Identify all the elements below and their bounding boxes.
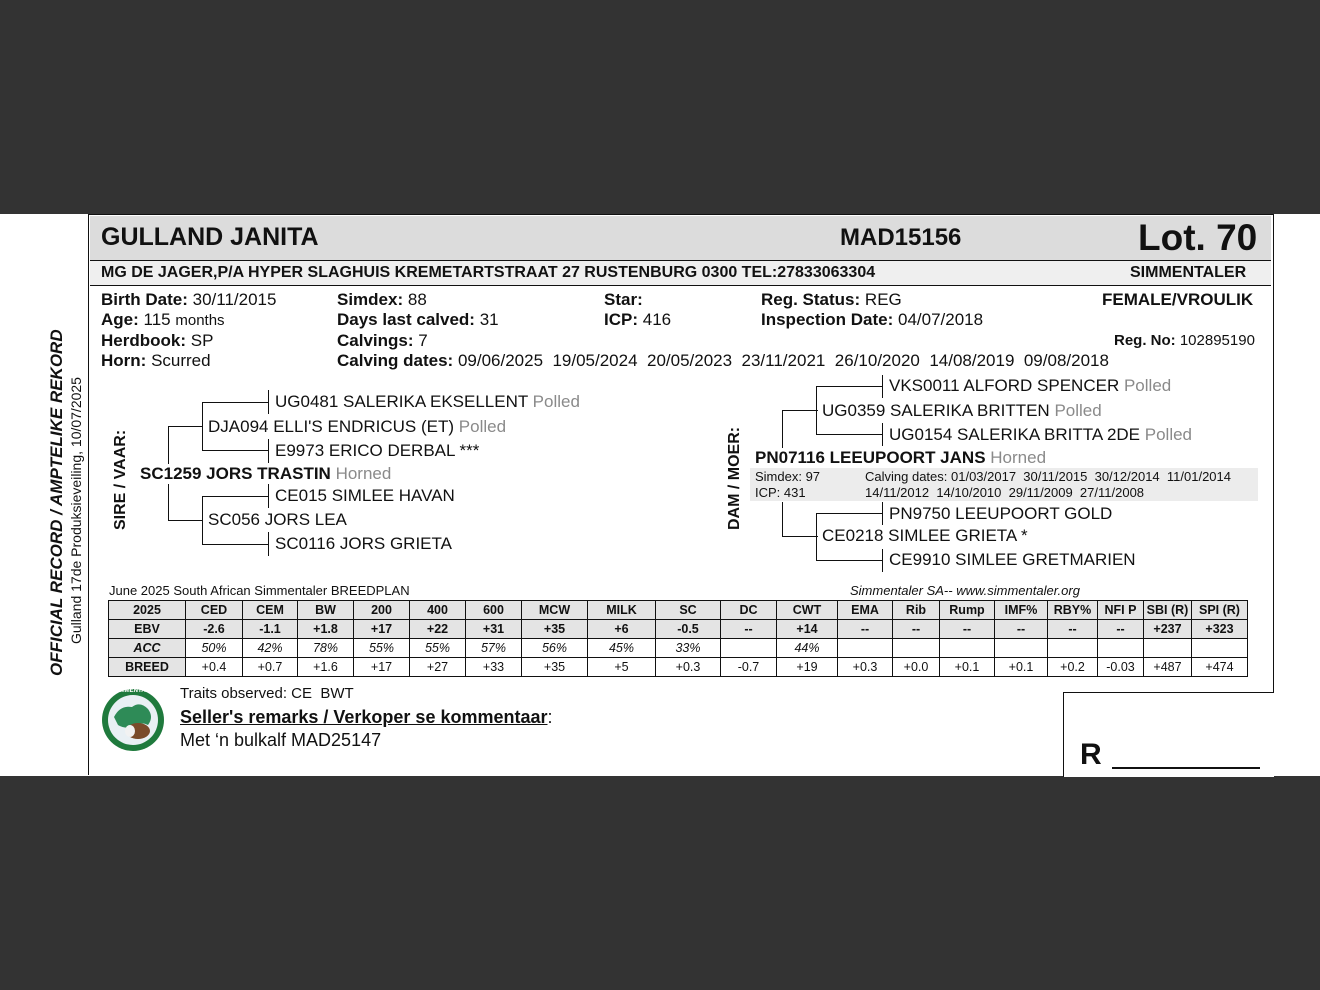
breedplan-cell: +31	[466, 620, 522, 639]
breedplan-cell: --	[838, 620, 893, 639]
simmentaler-logo	[100, 687, 166, 753]
days-last-calved: Days last calved: 31	[337, 310, 499, 329]
sire-dam-sire: CE015 SIMLEE HAVAN	[275, 486, 455, 505]
breedplan-cell: 33%	[656, 639, 721, 658]
breedplan-cell: +22	[410, 620, 466, 639]
dam-sire-dam: UG0154 SALERIKA BRITTA 2DE Polled	[889, 425, 1193, 444]
owner-address: MG DE JAGER,P/A HYPER SLAGHUIS KREMETARTSTRAAT 27 RUSTENBURG 0300 TEL:27833063304	[101, 264, 876, 281]
breedplan-cell: Rump	[940, 601, 995, 620]
breedplan-cell	[995, 639, 1048, 658]
breedplan-cell: BW	[298, 601, 354, 620]
breedplan-cell: 45%	[588, 639, 656, 658]
logo-text: SIMMENTALER	[114, 688, 158, 694]
breedplan-cell: +19	[777, 658, 838, 677]
breedplan-cell	[1098, 639, 1144, 658]
breedplan-cell: +14	[777, 620, 838, 639]
breedplan-cell: ACC	[109, 639, 186, 658]
breedplan-cell: -0.5	[656, 620, 721, 639]
breedplan-cell: +27	[410, 658, 466, 677]
traits-observed: Traits observed: CE BWT	[180, 685, 354, 702]
reg-status: Reg. Status: REG	[761, 290, 902, 309]
sire-label: SIRE / VAAR:	[112, 429, 129, 530]
dam-label: DAM / MOER:	[726, 426, 743, 530]
birth-date: Birth Date: 30/11/2015	[101, 290, 277, 309]
breedplan-cell: CWT	[777, 601, 838, 620]
breedplan-cell: -1.1	[243, 620, 298, 639]
dam-calving-dates-2: 14/11/2012 14/10/2010 29/11/2009 27/11/2008	[865, 485, 1145, 500]
breedplan-cell: +474	[1192, 658, 1248, 677]
breedplan-cell: --	[940, 620, 995, 639]
breedplan-cell: EBV	[109, 620, 186, 639]
sire-sire: DJA094 ELLI'S ENDRICUS (ET) Polled	[208, 417, 507, 436]
breedplan-cell: +237	[1144, 620, 1192, 639]
breedplan-cell: +6	[588, 620, 656, 639]
breedplan-cell	[1048, 639, 1098, 658]
breedplan-cell: -0.7	[721, 658, 777, 677]
breedplan-cell: +0.0	[893, 658, 940, 677]
calvings: Calvings: 7	[337, 331, 428, 350]
breed-name: SIMMENTALER	[1130, 264, 1247, 281]
breedplan-cell	[838, 639, 893, 658]
breedplan-row-acc	[109, 639, 1248, 658]
breedplan-cell: 200	[354, 601, 410, 620]
breedplan-cell: 55%	[410, 639, 466, 658]
breedplan-cell: 56%	[522, 639, 588, 658]
breedplan-cell	[940, 639, 995, 658]
sale-caption: Gulland 17de Produksieveiling, 10/07/2025	[68, 377, 84, 644]
breedplan-row-ebv	[109, 620, 1248, 639]
breedplan-cell: +323	[1192, 620, 1248, 639]
herdbook: Herdbook: SP	[101, 331, 214, 350]
inspection-date: Inspection Date: 04/07/2018	[761, 310, 984, 329]
reg-number: Reg. No: 102895190	[1114, 332, 1255, 349]
breedplan-cell: --	[1048, 620, 1098, 639]
breedplan-cell: --	[995, 620, 1048, 639]
breedplan-cell: 2025	[109, 601, 186, 620]
remarks-heading: Seller's remarks / Verkoper se kommentaar:	[180, 707, 553, 727]
breedplan-cell: +35	[522, 658, 588, 677]
breedplan-cell: 44%	[777, 639, 838, 658]
breedplan-cell	[721, 639, 777, 658]
breedplan-title: June 2025 South African Simmentaler BREEDPLAN	[109, 583, 410, 598]
age: Age: 115 months	[101, 310, 225, 329]
breedplan-cell: Rib	[893, 601, 940, 620]
breedplan-cell: +0.1	[940, 658, 995, 677]
sire-dam: SC056 JORS LEA	[208, 510, 347, 529]
breedplan-cell: +17	[354, 658, 410, 677]
breedplan-source: Simmentaler SA-- www.simmentaler.org	[850, 583, 1080, 598]
sire-sire-dam: UG0481 SALERIKA EKSELLENT Polled	[275, 392, 580, 411]
breedplan-cell: EMA	[838, 601, 893, 620]
horn-status: Horn: Scurred	[101, 351, 211, 370]
breedplan-cell: MILK	[588, 601, 656, 620]
breedplan-cell: +5	[588, 658, 656, 677]
animal-id: MAD15156	[840, 224, 962, 251]
breedplan-cell: CEM	[243, 601, 298, 620]
dam-dam: CE0218 SIMLEE GRIETA *	[822, 526, 1028, 545]
dam-dam-dam: CE9910 SIMLEE GRETMARIEN	[889, 550, 1136, 569]
breedplan-cell: 600	[466, 601, 522, 620]
icp: ICP: 416	[604, 310, 672, 329]
breedplan-cell: --	[721, 620, 777, 639]
breedplan-cell: +0.4	[186, 658, 243, 677]
animal-name: GULLAND JANITA	[101, 223, 319, 251]
sire-dam-dam: SC0116 JORS GRIETA	[275, 534, 452, 553]
breedplan-cell: 50%	[186, 639, 243, 658]
dam-sire-sire: VKS0011 ALFORD SPENCER Polled	[889, 376, 1172, 395]
breedplan-cell: +33	[466, 658, 522, 677]
simdex: Simdex: 88	[337, 290, 427, 309]
breedplan-cell: --	[893, 620, 940, 639]
star: Star:	[604, 290, 643, 309]
breedplan-cell	[893, 639, 940, 658]
breedplan-cell: +0.3	[838, 658, 893, 677]
breedplan-cell: +1.6	[298, 658, 354, 677]
breedplan-cell: +1.8	[298, 620, 354, 639]
dam-calving-dates-1: Calving dates: 01/03/2017 30/11/2015 30/12/2014 11/01/2014	[865, 469, 1231, 484]
breedplan-cell: +17	[354, 620, 410, 639]
breedplan-cell: 42%	[243, 639, 298, 658]
breedplan-cell: RBY%	[1048, 601, 1098, 620]
breedplan-cell: +487	[1144, 658, 1192, 677]
breedplan-cell: +35	[522, 620, 588, 639]
sire: SC1259 JORS TRASTIN Horned	[140, 464, 392, 483]
breedplan-cell: +0.1	[995, 658, 1048, 677]
breedplan-cell: IMF%	[995, 601, 1048, 620]
sex: FEMALE/VROULIK	[1102, 290, 1254, 309]
breedplan-cell: -0.03	[1098, 658, 1144, 677]
breedplan-cell: 57%	[466, 639, 522, 658]
price-label: R	[1080, 738, 1102, 771]
breedplan-cell: BREED	[109, 658, 186, 677]
breedplan-cell	[1192, 639, 1248, 658]
breedplan-cell: SBI (R)	[1144, 601, 1192, 620]
breedplan-cell: +0.7	[243, 658, 298, 677]
dam-sire: UG0359 SALERIKA BRITTEN Polled	[822, 401, 1102, 420]
price-line[interactable]	[1112, 767, 1260, 769]
remarks-text: Met ‘n bulkalf MAD25147	[180, 730, 382, 750]
breedplan-cell: +0.2	[1048, 658, 1098, 677]
dam: PN07116 LEEUPOORT JANS Horned	[755, 448, 1047, 467]
breedplan-cell: MCW	[522, 601, 588, 620]
breedplan-cell: SPI (R)	[1192, 601, 1248, 620]
breedplan-cell: --	[1098, 620, 1144, 639]
official-record-label: OFFICIAL RECORD / AMPTELIKE REKORD	[47, 329, 66, 676]
breedplan-cell: 78%	[298, 639, 354, 658]
breedplan-table	[108, 600, 1248, 677]
breedplan-cell: SC	[656, 601, 721, 620]
sire-sire-sire: E9973 ERICO DERBAL ***	[275, 441, 480, 460]
breedplan-cell: NFI P	[1098, 601, 1144, 620]
breedplan-cell: 400	[410, 601, 466, 620]
breedplan-cell: 55%	[354, 639, 410, 658]
calving-dates: Calving dates: 09/06/2025 19/05/2024 20/05/2023 23/11/2021 26/10/2020 14/08/2019 09/08/2018	[337, 351, 1109, 370]
breedplan-cell	[1144, 639, 1192, 658]
dam-simdex: Simdex: 97	[755, 469, 821, 484]
dam-icp: ICP: 431	[755, 485, 806, 500]
breedplan-cell: DC	[721, 601, 777, 620]
lot-number: Lot. 70	[1138, 217, 1258, 258]
breedplan-row-breed	[109, 658, 1248, 677]
dam-dam-sire: PN9750 LEEUPOORT GOLD	[889, 504, 1113, 523]
breedplan-cell: CED	[186, 601, 243, 620]
breedplan-cell: -2.6	[186, 620, 243, 639]
breedplan-header-row	[109, 601, 1248, 620]
breedplan-cell: +0.3	[656, 658, 721, 677]
